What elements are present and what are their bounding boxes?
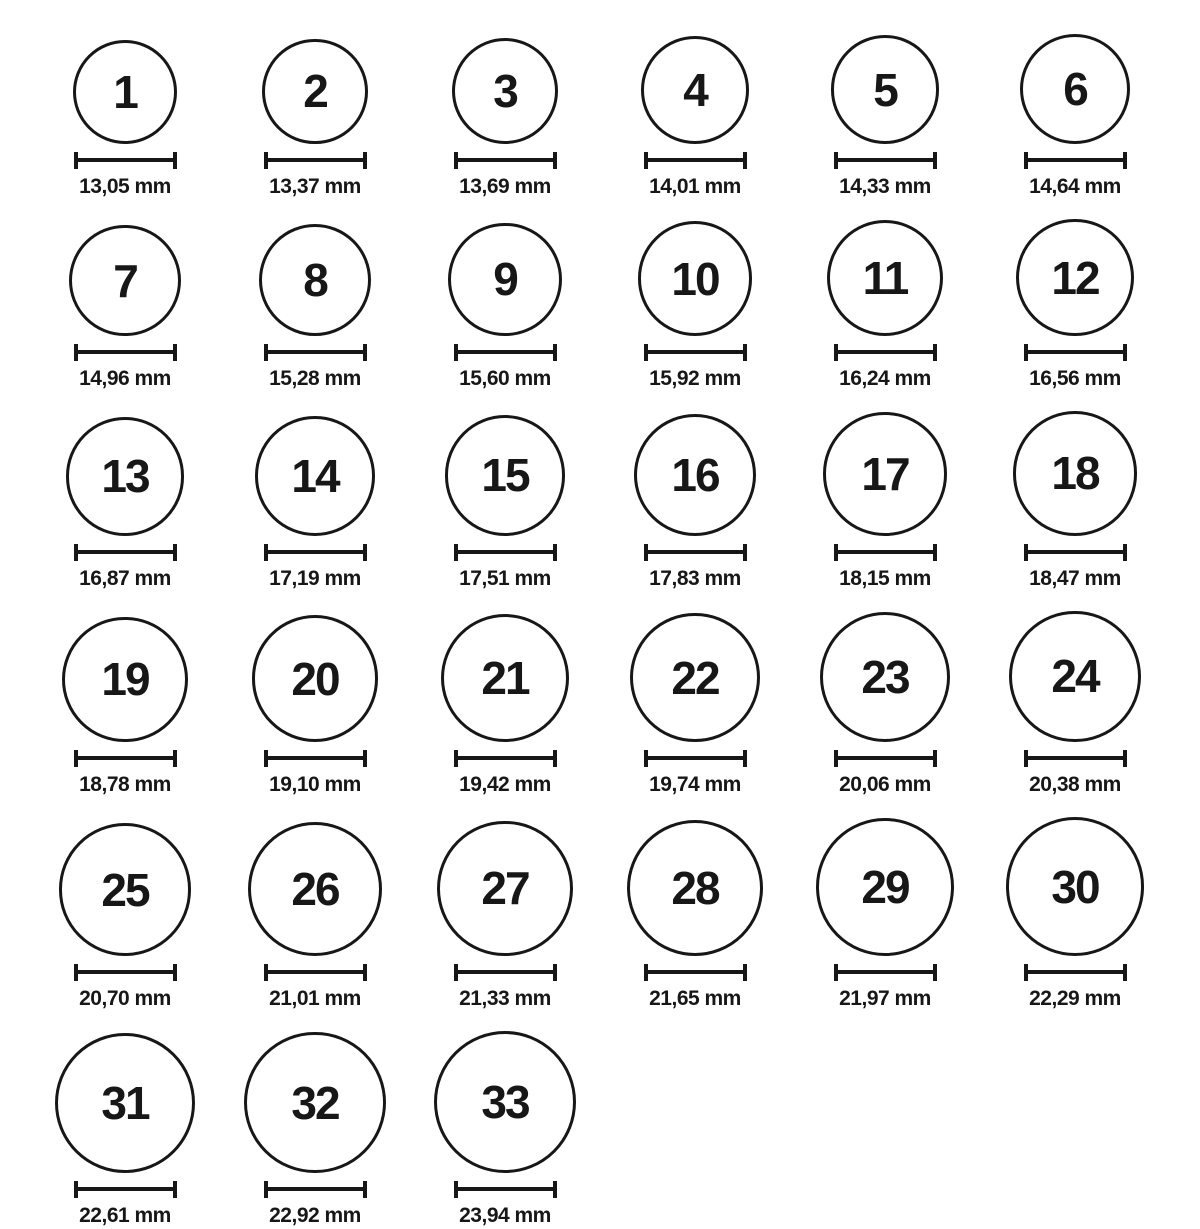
ring-size-item [30,817,220,1012]
ring-size-item [220,611,410,799]
ring-size-item [30,34,220,200]
measure-end-tick-right [743,964,747,981]
measure-end-tick-right [363,750,367,767]
diameter-measure-line [1024,344,1127,361]
measure-bar [74,350,177,354]
size-number: 3 [493,64,517,117]
measure-bar [454,1187,557,1191]
size-circle [1009,611,1141,743]
chart-row [30,219,1170,392]
size-number: 26 [291,862,339,915]
diameter-measure-line [644,152,747,169]
measure-bar [834,158,937,162]
diameter-label: 16,24 mm [839,367,931,391]
ring-size-item [790,219,980,392]
measure-end-tick-left [264,152,268,169]
measure-end-tick-left [644,750,648,767]
chart-row [30,817,1170,1012]
measure-bar [1024,970,1127,974]
chart-row [30,1031,1170,1229]
chart-row [30,411,1170,591]
diameter-measure-line [454,1181,557,1198]
size-number: 32 [291,1076,339,1129]
diameter-label: 19,74 mm [649,773,741,797]
diameter-label: 21,65 mm [649,986,741,1010]
size-circle [823,412,946,535]
size-number: 33 [481,1076,529,1129]
size-circle [259,224,371,336]
diameter-measure-line [644,964,747,981]
diameter-label: 14,33 mm [839,175,931,198]
size-circle [1020,34,1130,144]
size-number: 31 [101,1077,149,1130]
size-number: 21 [481,652,529,705]
measure-end-tick-left [834,750,838,767]
size-circle [634,414,756,536]
diameter-measure-line [834,964,937,981]
measure-end-tick-right [363,544,367,561]
measure-bar [74,158,177,162]
measure-bar [74,756,177,760]
measure-end-tick-right [173,750,177,767]
diameter-measure-line [834,344,937,361]
diameter-measure-line [1024,750,1127,767]
diameter-label: 18,47 mm [1029,566,1121,590]
size-number: 17 [861,447,909,500]
diameter-label: 16,56 mm [1029,367,1121,391]
size-circle [62,617,188,743]
measure-end-tick-left [454,964,458,981]
chart-row [30,611,1170,799]
measure-end-tick-right [173,152,177,169]
size-number: 2 [303,65,327,118]
size-circle [816,818,954,956]
diameter-measure-line [644,344,747,361]
measure-bar [264,970,367,974]
measure-bar [834,350,937,354]
size-circle [452,38,558,144]
measure-end-tick-left [834,152,838,169]
ring-size-item [410,611,600,799]
diameter-label: 23,94 mm [459,1204,551,1228]
measure-end-tick-right [553,1181,557,1198]
size-circle [69,225,180,336]
measure-end-tick-right [363,1181,367,1198]
ring-size-item [600,611,790,799]
measure-bar [74,550,177,554]
measure-end-tick-left [74,964,78,981]
measure-bar [1024,350,1127,354]
size-number: 30 [1051,860,1099,913]
measure-bar [644,158,747,162]
measure-end-tick-right [173,544,177,561]
ring-size-item [410,817,600,1012]
measure-bar [264,158,367,162]
size-number: 16 [671,448,719,501]
size-number: 28 [671,861,719,914]
size-number: 15 [481,449,529,502]
diameter-measure-line [264,1181,367,1198]
size-circle [831,35,940,144]
measure-bar [1024,756,1127,760]
size-number: 9 [493,253,517,306]
measure-end-tick-right [363,152,367,169]
measure-end-tick-right [173,964,177,981]
size-number: 29 [861,861,909,914]
ring-size-item [220,34,410,200]
diameter-measure-line [74,750,177,767]
diameter-label: 17,83 mm [649,566,741,590]
measure-end-tick-right [553,344,557,361]
diameter-measure-line [1024,964,1127,981]
size-circle [630,613,759,742]
diameter-measure-line [644,750,747,767]
size-number: 6 [1063,63,1087,115]
size-circle [820,612,950,742]
measure-end-tick-right [933,344,937,361]
measure-end-tick-left [1024,344,1028,361]
diameter-label: 15,28 mm [269,367,361,391]
diameter-measure-line [74,964,177,981]
measure-end-tick-right [743,750,747,767]
measure-end-tick-left [1024,544,1028,561]
measure-end-tick-left [454,544,458,561]
measure-end-tick-right [1123,750,1127,767]
diameter-label: 22,61 mm [79,1204,171,1228]
measure-end-tick-right [173,1181,177,1198]
size-number: 1 [113,66,137,118]
size-circle [441,614,569,742]
measure-end-tick-left [644,152,648,169]
measure-end-tick-right [743,152,747,169]
ring-size-item [790,817,980,1012]
measure-bar [264,350,367,354]
measure-bar [264,756,367,760]
measure-end-tick-left [74,1181,78,1198]
measure-end-tick-right [1123,544,1127,561]
diameter-measure-line [454,544,557,561]
size-circle [434,1031,576,1173]
size-number: 12 [1051,251,1099,304]
measure-bar [834,550,937,554]
size-circle [66,417,184,535]
measure-end-tick-right [363,344,367,361]
measure-end-tick-right [553,152,557,169]
size-circle [445,415,566,536]
ring-size-item [30,219,220,392]
diameter-label: 14,96 mm [79,367,171,391]
diameter-measure-line [834,544,937,561]
size-circle [827,220,943,336]
measure-bar [74,1187,177,1191]
measure-end-tick-left [834,544,838,561]
measure-end-tick-left [1024,152,1028,169]
measure-bar [454,756,557,760]
measure-end-tick-left [454,750,458,767]
diameter-label: 21,01 mm [269,986,361,1010]
diameter-label: 16,87 mm [79,566,171,590]
ring-size-item [410,1031,600,1229]
measure-end-tick-right [933,544,937,561]
measure-end-tick-left [264,964,268,981]
measure-bar [644,970,747,974]
measure-bar [834,756,937,760]
measure-end-tick-left [1024,750,1028,767]
size-number: 23 [861,650,909,703]
size-circle [252,615,379,742]
diameter-label: 14,64 mm [1029,175,1121,198]
measure-end-tick-left [834,964,838,981]
ring-size-item [980,817,1170,1012]
ring-size-item [980,219,1170,392]
size-number: 4 [683,64,707,117]
size-circle [255,416,375,536]
measure-bar [454,158,557,162]
measure-end-tick-left [74,750,78,767]
chart-row [30,34,1170,200]
diameter-measure-line [264,544,367,561]
size-circle [73,40,177,144]
diameter-measure-line [74,1181,177,1198]
size-number: 20 [291,652,339,705]
measure-bar [454,550,557,554]
size-number: 22 [671,651,719,704]
diameter-measure-line [834,152,937,169]
size-number: 25 [101,863,149,916]
diameter-measure-line [74,344,177,361]
measure-bar [264,1187,367,1191]
diameter-label: 19,10 mm [269,773,361,797]
measure-end-tick-left [454,1181,458,1198]
size-circle [262,39,367,144]
size-number: 8 [303,253,327,306]
ring-size-item [220,817,410,1012]
measure-end-tick-left [644,344,648,361]
diameter-measure-line [74,544,177,561]
ring-size-item [790,411,980,591]
diameter-label: 17,19 mm [269,566,361,590]
measure-end-tick-left [1024,964,1028,981]
measure-end-tick-left [74,152,78,169]
ring-size-item [410,411,600,591]
diameter-label: 14,01 mm [649,175,741,198]
diameter-measure-line [1024,544,1127,561]
ring-size-item [30,1031,220,1229]
size-circle [641,36,749,144]
ring-size-item [600,219,790,392]
ring-size-item [790,34,980,200]
diameter-measure-line [264,964,367,981]
measure-bar [1024,158,1127,162]
diameter-label: 13,69 mm [459,175,551,198]
diameter-label: 13,05 mm [79,175,171,198]
size-circle [244,1032,385,1173]
measure-bar [74,970,177,974]
diameter-label: 20,70 mm [79,986,171,1010]
diameter-measure-line [74,152,177,169]
diameter-label: 20,06 mm [839,773,931,797]
ring-size-item [220,411,410,591]
measure-bar [454,350,557,354]
measure-end-tick-right [933,152,937,169]
measure-end-tick-left [644,964,648,981]
size-circle [448,223,562,337]
diameter-measure-line [264,152,367,169]
ring-size-item [600,411,790,591]
diameter-label: 15,92 mm [649,367,741,391]
size-circle [59,823,192,956]
diameter-measure-line [454,750,557,767]
measure-bar [644,550,747,554]
diameter-measure-line [264,344,367,361]
measure-end-tick-right [173,344,177,361]
measure-end-tick-right [743,544,747,561]
ring-size-item [410,219,600,392]
diameter-label: 22,29 mm [1029,986,1121,1010]
size-number: 19 [101,653,149,706]
diameter-label: 13,37 mm [269,175,361,198]
measure-end-tick-right [553,750,557,767]
measure-end-tick-right [553,544,557,561]
measure-end-tick-left [264,344,268,361]
ring-size-item [600,817,790,1012]
diameter-label: 21,33 mm [459,986,551,1010]
diameter-measure-line [264,750,367,767]
diameter-measure-line [834,750,937,767]
measure-end-tick-right [1123,344,1127,361]
size-number: 10 [671,252,719,305]
ring-size-item [980,411,1170,591]
size-circle [1016,219,1133,336]
diameter-label: 21,97 mm [839,986,931,1010]
diameter-label: 15,60 mm [459,367,551,391]
ring-size-item [220,1031,410,1229]
measure-end-tick-left [264,544,268,561]
diameter-label: 19,42 mm [459,773,551,797]
diameter-measure-line [644,544,747,561]
measure-bar [644,756,747,760]
measure-end-tick-right [933,964,937,981]
size-circle [55,1033,195,1173]
size-number: 7 [113,254,137,307]
size-circle [638,221,753,336]
measure-end-tick-right [1123,964,1127,981]
measure-end-tick-left [264,750,268,767]
ring-size-item [980,611,1170,799]
ring-size-item [600,34,790,200]
measure-bar [454,970,557,974]
measure-bar [834,970,937,974]
size-circle [627,820,763,956]
diameter-label: 18,78 mm [79,773,171,797]
ring-size-item [410,34,600,200]
measure-bar [264,550,367,554]
measure-end-tick-left [454,344,458,361]
diameter-label: 18,15 mm [839,566,931,590]
size-number: 5 [873,63,897,116]
measure-end-tick-left [454,152,458,169]
measure-end-tick-right [743,344,747,361]
size-number: 24 [1051,650,1099,703]
diameter-measure-line [454,344,557,361]
size-number: 13 [101,450,149,503]
diameter-measure-line [1024,152,1127,169]
size-circle [1013,411,1137,535]
ring-size-item [30,611,220,799]
measure-bar [644,350,747,354]
size-number: 18 [1051,447,1099,500]
ring-size-item [980,34,1170,200]
diameter-measure-line [454,964,557,981]
ring-size-item [790,611,980,799]
diameter-label: 17,51 mm [459,566,551,590]
measure-end-tick-left [264,1181,268,1198]
size-number: 14 [291,449,339,502]
size-circle [248,822,382,956]
measure-end-tick-right [933,750,937,767]
size-circle [437,821,572,956]
size-number: 27 [481,862,529,915]
diameter-label: 22,92 mm [269,1204,361,1228]
measure-end-tick-left [644,544,648,561]
measure-end-tick-right [363,964,367,981]
size-number: 11 [862,252,908,305]
measure-end-tick-left [834,344,838,361]
size-circle [1006,817,1145,956]
measure-end-tick-right [553,964,557,981]
measure-end-tick-right [1123,152,1127,169]
measure-end-tick-left [74,344,78,361]
ring-size-item [30,411,220,591]
diameter-label: 20,38 mm [1029,773,1121,797]
ring-size-item [220,219,410,392]
measure-bar [1024,550,1127,554]
diameter-measure-line [454,152,557,169]
measure-end-tick-left [74,544,78,561]
